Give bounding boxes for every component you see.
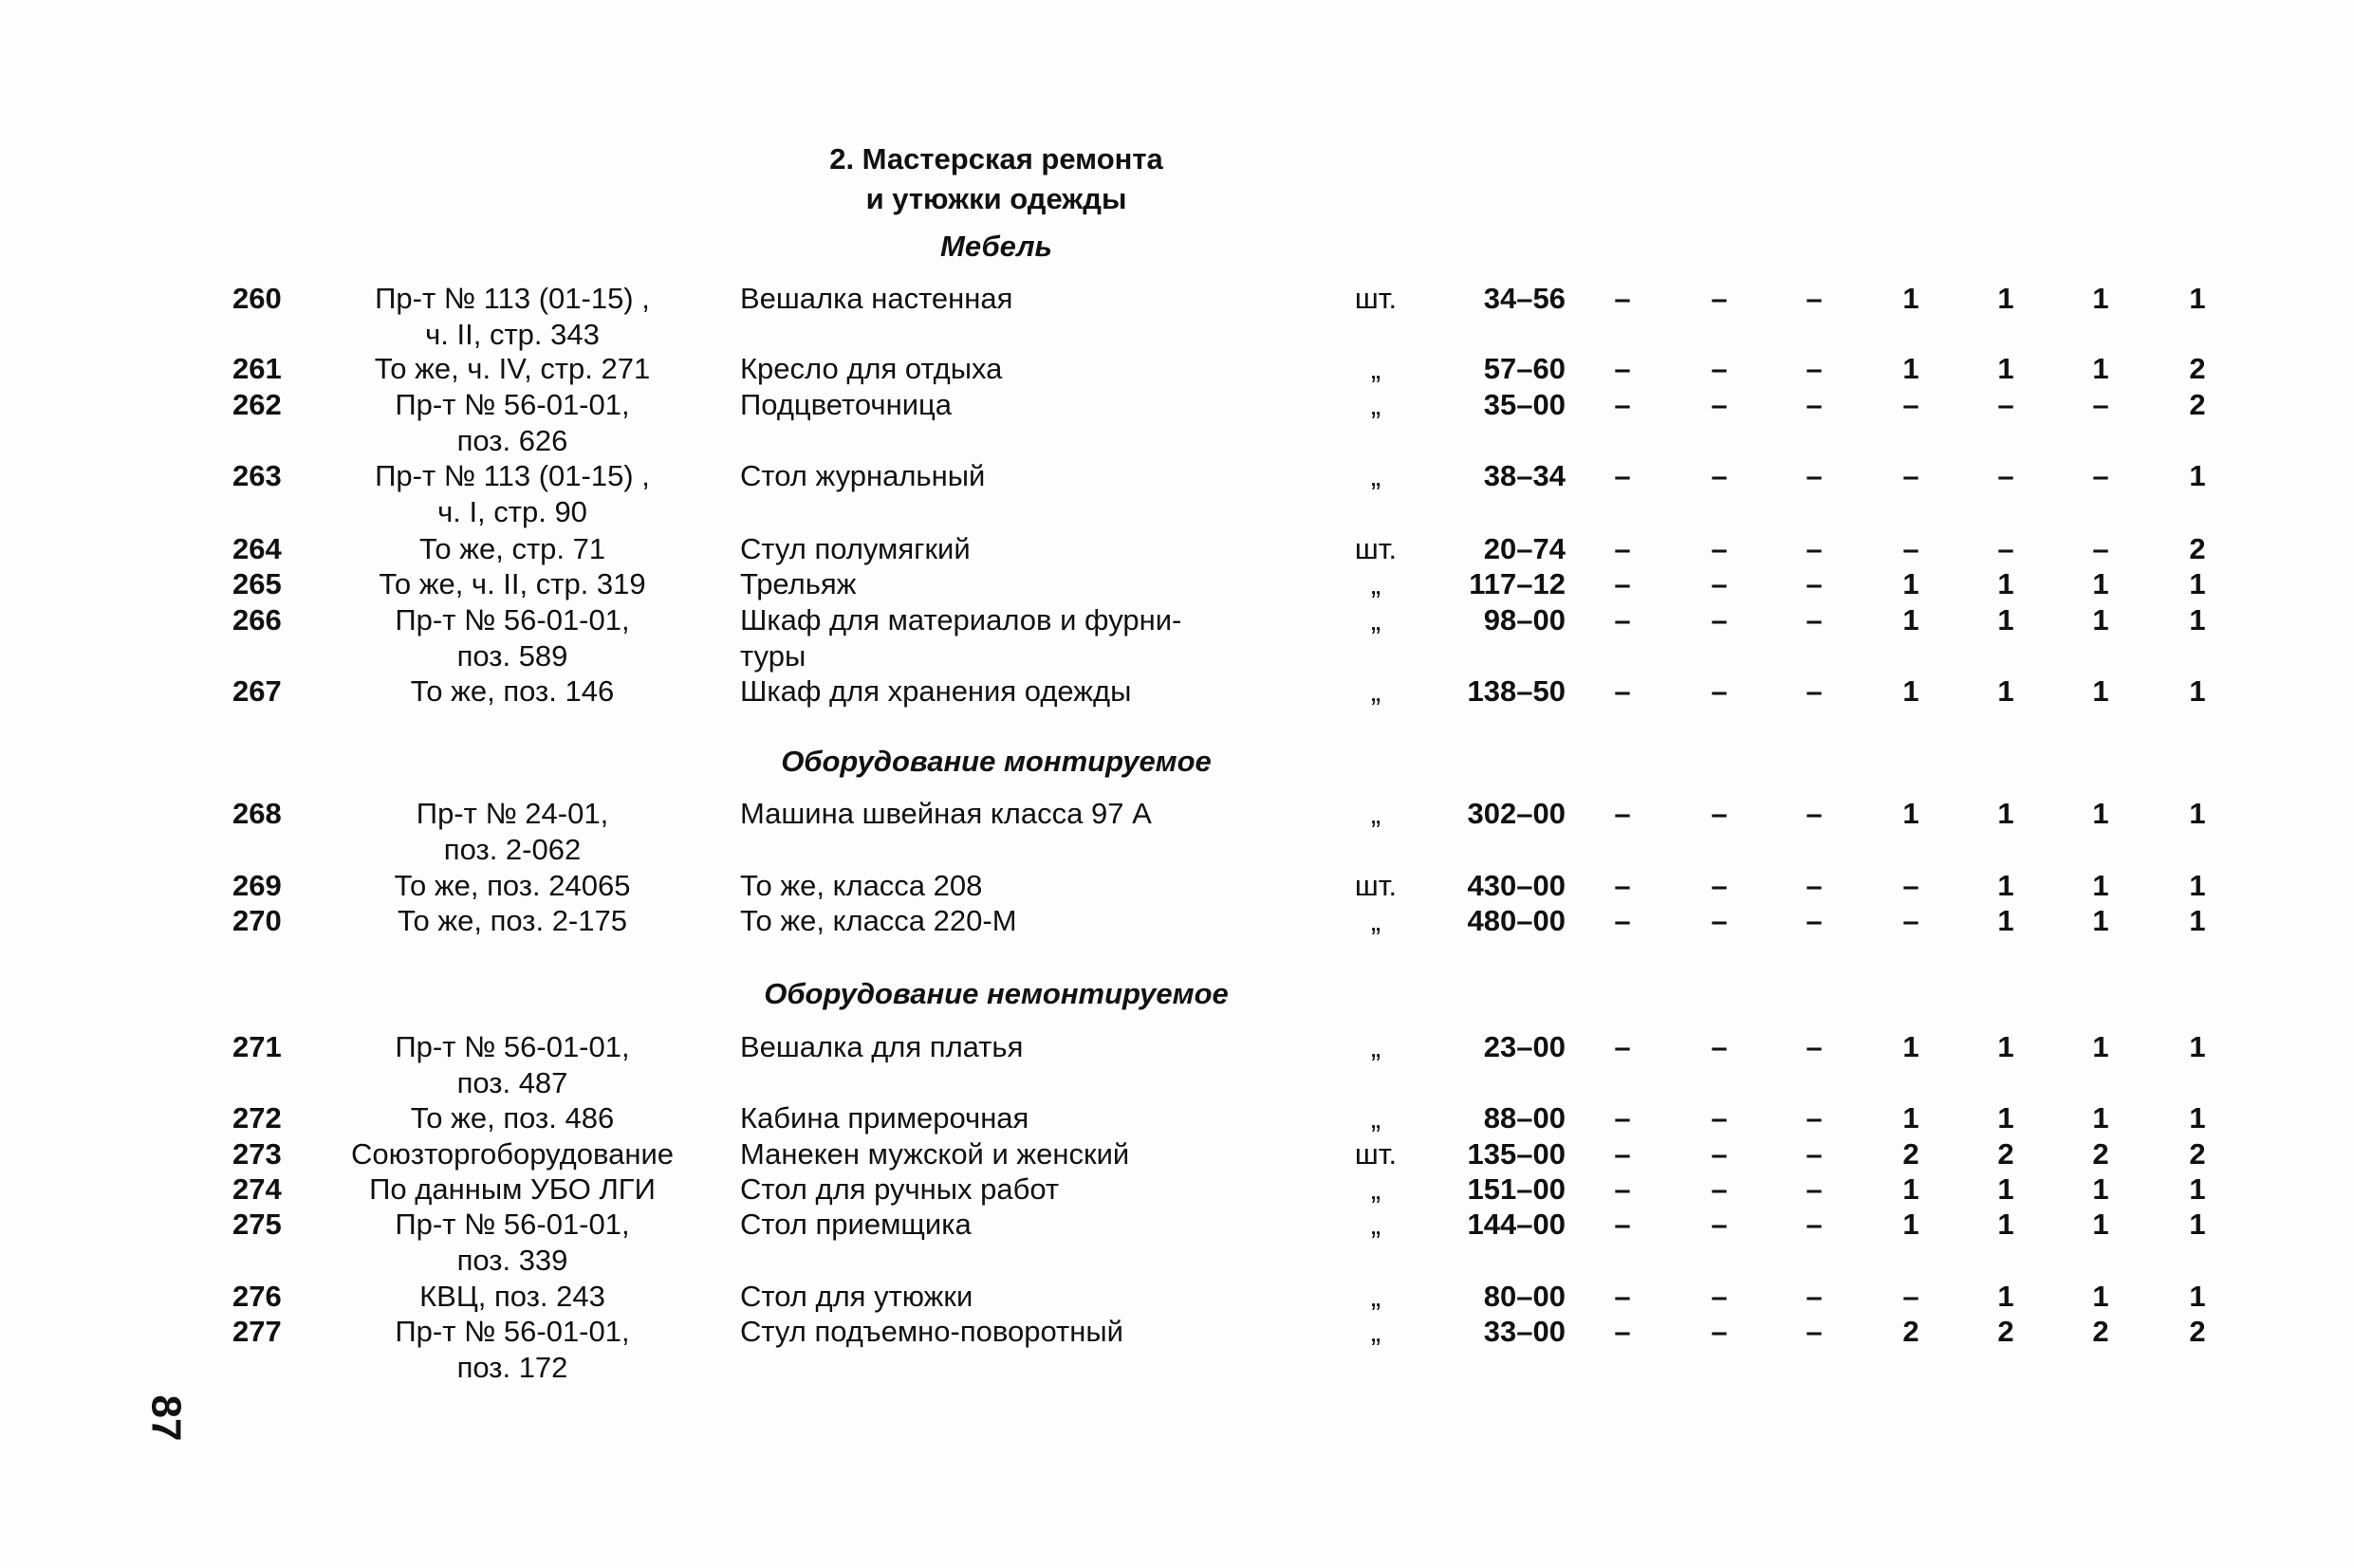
quantity-cell: 1 — [2189, 567, 2206, 600]
source-line: Союзторгоборудование — [350, 1137, 675, 1171]
quantity-cell: – — [1711, 603, 1728, 636]
quantity-cell: – — [1902, 904, 1919, 937]
row-number: 276 — [232, 1280, 282, 1313]
unit: „ — [1370, 459, 1381, 492]
price: 430–00 — [1467, 869, 1566, 902]
quantity-cell: – — [1902, 388, 1919, 421]
source-reference — [313, 868, 712, 904]
source-line: То же, ч. II, стр. 319 — [379, 567, 646, 600]
quantity-cell: – — [1711, 1280, 1728, 1313]
unit: „ — [1370, 388, 1381, 421]
quantity-cell: – — [1902, 532, 1919, 565]
source-reference — [313, 1029, 712, 1101]
quantity-cell: 1 — [2092, 1101, 2109, 1134]
quantity-cell: 1 — [2092, 904, 2109, 937]
quantity-cell: – — [1711, 797, 1728, 830]
unit: „ — [1370, 1030, 1381, 1063]
quantity-cell: 2 — [1997, 1315, 2014, 1348]
quantity-cell: – — [1806, 1137, 1823, 1171]
unit: „ — [1370, 674, 1381, 708]
source-reference — [313, 387, 712, 459]
source-reference — [313, 566, 712, 602]
quantity-cell: 2 — [2189, 532, 2206, 565]
quantity-cell: – — [1806, 1315, 1823, 1348]
quantity-cell: – — [1711, 282, 1728, 315]
quantity-cell: – — [1614, 567, 1631, 600]
quantity-cell: – — [1711, 1101, 1728, 1134]
quantity-cell: – — [1614, 797, 1631, 830]
quantity-cell: – — [1614, 1137, 1631, 1171]
source-reference — [313, 531, 712, 567]
quantity-cell: 1 — [1902, 603, 1919, 636]
quantity-cell: 1 — [1997, 352, 2014, 385]
source-line: Пр-т № 24-01, — [416, 797, 609, 830]
quantity-cell: – — [1711, 1030, 1728, 1063]
source-line: Пр-т № 56-01-01, — [395, 388, 630, 421]
price: 151–00 — [1467, 1172, 1566, 1206]
quantity-cell: – — [1902, 869, 1919, 902]
quantity-cell: – — [1711, 567, 1728, 600]
price: 35–00 — [1483, 388, 1566, 421]
quantity-cell: – — [1997, 532, 2014, 565]
item-name-line: То же, класса 208 — [740, 869, 983, 902]
row-number: 273 — [232, 1137, 282, 1171]
item-name-line: Стол для утюжки — [740, 1280, 973, 1313]
item-name-line: Вешалка настенная — [740, 282, 1013, 315]
source-line: То же, поз. 2-175 — [398, 904, 627, 937]
quantity-cell: 2 — [2189, 1137, 2206, 1171]
section-title-line2: и утюжки одежды — [865, 182, 1127, 215]
quantity-cell: 1 — [2189, 674, 2206, 708]
quantity-cell: 1 — [2189, 904, 2206, 937]
item-name-line: Стул подъемно-поворотный — [740, 1315, 1123, 1348]
item-name — [740, 1171, 1328, 1208]
quantity-cell: – — [1806, 567, 1823, 600]
unit: шт. — [1354, 282, 1398, 315]
source-reference — [313, 1279, 712, 1315]
quantity-cell: 2 — [2189, 388, 2206, 421]
quantity-cell: 2 — [2189, 352, 2206, 385]
item-name — [740, 796, 1328, 832]
quantity-cell: 1 — [1997, 1101, 2014, 1134]
quantity-cell: 1 — [1997, 282, 2014, 315]
unit: шт. — [1354, 869, 1398, 902]
source-line: поз. 172 — [456, 1351, 568, 1384]
price: 480–00 — [1467, 904, 1566, 937]
table-row — [0, 1207, 2354, 1282]
price: 98–00 — [1483, 603, 1566, 636]
table-row — [0, 903, 2354, 979]
quantity-cell: 1 — [2092, 797, 2109, 830]
quantity-cell: 2 — [2092, 1315, 2109, 1348]
quantity-cell: – — [1614, 388, 1631, 421]
quantity-cell: – — [1806, 904, 1823, 937]
quantity-cell: 1 — [2189, 282, 2206, 315]
quantity-cell: – — [1711, 1172, 1728, 1206]
quantity-cell: – — [1614, 1030, 1631, 1063]
quantity-cell: – — [1711, 904, 1728, 937]
source-line: По данным УБО ЛГИ — [369, 1172, 656, 1206]
source-line: Пр-т № 113 (01-15) , — [375, 459, 650, 492]
item-name-line: Стол для ручных работ — [740, 1172, 1060, 1206]
quantity-cell: 1 — [1902, 282, 1919, 315]
source-line: поз. 2-062 — [443, 833, 582, 866]
item-name-line: туры — [740, 639, 806, 673]
quantity-cell: 2 — [1902, 1315, 1919, 1348]
unit: „ — [1370, 904, 1381, 937]
quantity-cell: – — [2092, 388, 2109, 421]
quantity-cell: 1 — [1997, 1172, 2014, 1206]
quantity-cell: – — [1614, 459, 1631, 492]
quantity-cell: – — [1614, 603, 1631, 636]
source-line: ч. I, стр. 90 — [437, 495, 587, 528]
row-number: 274 — [232, 1172, 282, 1206]
table-row — [0, 602, 2354, 678]
quantity-cell: 1 — [1997, 603, 2014, 636]
item-name-line: Вешалка для платья — [740, 1030, 1024, 1063]
unit: „ — [1370, 1172, 1381, 1206]
quantity-cell: 1 — [2092, 352, 2109, 385]
source-line: То же, поз. 24065 — [394, 869, 631, 902]
item-name — [740, 1136, 1328, 1172]
quantity-cell: 2 — [2092, 1137, 2109, 1171]
price: 88–00 — [1483, 1101, 1566, 1134]
quantity-cell: – — [1806, 603, 1823, 636]
quantity-cell: 1 — [2092, 1030, 2109, 1063]
row-number: 265 — [232, 567, 282, 600]
quantity-cell: – — [1997, 388, 2014, 421]
source-line: поз. 589 — [456, 639, 568, 673]
item-name — [740, 281, 1328, 317]
quantity-cell: – — [2092, 532, 2109, 565]
quantity-cell: 1 — [1997, 674, 2014, 708]
item-name-line: Кабина примерочная — [740, 1101, 1029, 1134]
quantity-cell: 1 — [1902, 674, 1919, 708]
quantity-cell: – — [2092, 459, 2109, 492]
source-reference — [313, 1314, 712, 1386]
row-number: 269 — [232, 869, 282, 902]
quantity-cell: 1 — [1902, 1172, 1919, 1206]
row-number: 267 — [232, 674, 282, 708]
quantity-cell: – — [1806, 869, 1823, 902]
quantity-cell: 1 — [2092, 567, 2109, 600]
table-row — [0, 1029, 2354, 1105]
item-name — [740, 1100, 1328, 1136]
item-name — [740, 868, 1328, 904]
source-line: Пр-т № 56-01-01, — [395, 1208, 630, 1241]
quantity-cell: – — [1614, 674, 1631, 708]
quantity-cell: 1 — [2189, 797, 2206, 830]
section-heading: Мебель — [940, 230, 1052, 263]
item-name-line: Манекен мужской и женский — [740, 1137, 1130, 1171]
quantity-cell: – — [1806, 1030, 1823, 1063]
item-name-line: Кресло для отдыха — [740, 352, 1003, 385]
page-number: 87 — [142, 1394, 190, 1442]
source-reference — [313, 1171, 712, 1208]
item-name-line: Шкаф для хранения одежды — [740, 674, 1132, 708]
quantity-cell: 1 — [1997, 1030, 2014, 1063]
quantity-cell: 1 — [2189, 459, 2206, 492]
price: 80–00 — [1483, 1280, 1566, 1313]
row-number: 264 — [232, 532, 282, 565]
quantity-cell: 1 — [2092, 674, 2109, 708]
row-number: 268 — [232, 797, 282, 830]
quantity-cell: 1 — [1902, 797, 1919, 830]
quantity-cell: – — [1711, 388, 1728, 421]
source-line: То же, ч. IV, стр. 271 — [374, 352, 651, 385]
unit: „ — [1370, 1101, 1381, 1134]
item-name — [740, 1207, 1328, 1243]
item-name — [740, 387, 1328, 423]
quantity-cell: 1 — [2189, 1280, 2206, 1313]
quantity-cell: – — [1614, 869, 1631, 902]
source-line: КВЦ, поз. 243 — [419, 1280, 605, 1313]
quantity-cell: 1 — [1997, 904, 2014, 937]
quantity-cell: – — [1614, 904, 1631, 937]
unit: шт. — [1354, 1137, 1398, 1171]
row-number: 272 — [232, 1101, 282, 1134]
source-reference — [313, 281, 712, 353]
price: 38–34 — [1483, 459, 1566, 492]
table-row — [0, 387, 2354, 463]
quantity-cell: – — [1614, 1208, 1631, 1241]
source-line: поз. 487 — [456, 1066, 568, 1099]
quantity-cell: – — [1806, 1172, 1823, 1206]
row-number: 261 — [232, 352, 282, 385]
price: 138–50 — [1467, 674, 1566, 708]
quantity-cell: – — [1711, 674, 1728, 708]
item-name-line: Подцветочница — [740, 388, 953, 421]
source-reference — [313, 673, 712, 710]
quantity-cell: – — [1806, 282, 1823, 315]
price: 302–00 — [1467, 797, 1566, 830]
source-reference — [313, 458, 712, 530]
quantity-cell: – — [1614, 282, 1631, 315]
quantity-cell: 1 — [2092, 1280, 2109, 1313]
unit: „ — [1370, 1208, 1381, 1241]
row-number: 260 — [232, 282, 282, 315]
price: 33–00 — [1483, 1315, 1566, 1348]
section-heading: Оборудование монтируемое — [781, 745, 1212, 778]
quantity-cell: – — [1711, 1315, 1728, 1348]
unit: „ — [1370, 1280, 1381, 1313]
quantity-cell: – — [1614, 1280, 1631, 1313]
source-line: То же, стр. 71 — [418, 532, 606, 565]
item-name-line: Машина швейная класса 97 А — [740, 797, 1152, 830]
quantity-cell: 1 — [2189, 603, 2206, 636]
quantity-cell: – — [1902, 1280, 1919, 1313]
price: 57–60 — [1483, 352, 1566, 385]
quantity-cell: 2 — [1902, 1137, 1919, 1171]
quantity-cell: – — [1806, 1101, 1823, 1134]
quantity-cell: 1 — [2189, 1172, 2206, 1206]
item-name — [740, 673, 1328, 710]
item-name — [740, 1029, 1328, 1065]
item-name — [740, 1314, 1328, 1350]
unit: „ — [1370, 603, 1381, 636]
quantity-cell: – — [1614, 1315, 1631, 1348]
price: 34–56 — [1483, 282, 1566, 315]
section-heading: Оборудование немонтируемое — [764, 977, 1229, 1010]
quantity-cell: – — [1806, 1280, 1823, 1313]
quantity-cell: – — [1806, 459, 1823, 492]
source-line: ч. II, стр. 343 — [425, 318, 600, 351]
source-line: Пр-т № 56-01-01, — [395, 1315, 630, 1348]
quantity-cell: 1 — [1997, 869, 2014, 902]
source-line: Пр-т № 56-01-01, — [395, 603, 630, 636]
unit: „ — [1370, 1315, 1381, 1348]
source-line: Пр-т № 113 (01-15) , — [375, 282, 650, 315]
quantity-cell: – — [1806, 388, 1823, 421]
source-line: То же, поз. 486 — [410, 1101, 615, 1134]
price: 135–00 — [1467, 1137, 1566, 1171]
item-name — [740, 531, 1328, 567]
source-reference — [313, 602, 712, 674]
source-line: поз. 339 — [456, 1244, 568, 1277]
row-number: 270 — [232, 904, 282, 937]
item-name-line: Шкаф для материалов и фурни- — [740, 603, 1182, 636]
item-name-line: Трельяж — [740, 567, 857, 600]
quantity-cell: 1 — [1902, 1208, 1919, 1241]
table-row — [0, 673, 2354, 749]
unit: „ — [1370, 567, 1381, 600]
row-number: 266 — [232, 603, 282, 636]
quantity-cell: 1 — [1902, 567, 1919, 600]
row-number: 277 — [232, 1315, 282, 1348]
source-reference — [313, 796, 712, 868]
quantity-cell: 1 — [2189, 1208, 2206, 1241]
quantity-cell: – — [1997, 459, 2014, 492]
table-row — [0, 1314, 2354, 1390]
quantity-cell: – — [1806, 352, 1823, 385]
source-line: Пр-т № 56-01-01, — [395, 1030, 630, 1063]
quantity-cell: – — [1806, 674, 1823, 708]
quantity-cell: 1 — [2092, 1208, 2109, 1241]
quantity-cell: – — [1711, 532, 1728, 565]
quantity-cell: – — [1902, 459, 1919, 492]
quantity-cell: 1 — [2189, 869, 2206, 902]
quantity-cell: – — [1711, 459, 1728, 492]
table-row — [0, 281, 2354, 357]
price: 144–00 — [1467, 1208, 1566, 1241]
price: 20–74 — [1483, 532, 1566, 565]
quantity-cell: – — [1711, 869, 1728, 902]
unit: „ — [1370, 352, 1381, 385]
item-name-line: Стул полумягкий — [740, 532, 971, 565]
quantity-cell: – — [1614, 1101, 1631, 1134]
item-name — [740, 458, 1328, 494]
quantity-cell: – — [1806, 1208, 1823, 1241]
source-reference — [313, 1100, 712, 1136]
quantity-cell: – — [1711, 352, 1728, 385]
price: 117–12 — [1469, 567, 1566, 600]
item-name-line: То же, класса 220-М — [740, 904, 1017, 937]
source-reference — [313, 1207, 712, 1279]
quantity-cell: – — [1614, 1172, 1631, 1206]
table-row — [0, 796, 2354, 872]
row-number: 275 — [232, 1208, 282, 1241]
quantity-cell: 1 — [2092, 603, 2109, 636]
section-title-line1: 2. Мастерская ремонта — [829, 142, 1163, 175]
table-row — [0, 458, 2354, 534]
item-name — [740, 903, 1328, 939]
quantity-cell: 1 — [1997, 1208, 2014, 1241]
quantity-cell: 1 — [1902, 1030, 1919, 1063]
quantity-cell: 1 — [1902, 1101, 1919, 1134]
quantity-cell: 1 — [1902, 352, 1919, 385]
row-number: 263 — [232, 459, 282, 492]
item-name-line: Стол приемщика — [740, 1208, 972, 1241]
quantity-cell: – — [1614, 532, 1631, 565]
row-number: 262 — [232, 388, 282, 421]
quantity-cell: 1 — [2092, 1172, 2109, 1206]
item-name — [740, 1279, 1328, 1315]
unit: „ — [1370, 797, 1381, 830]
item-name-line: Стол журнальный — [740, 459, 986, 492]
unit: шт. — [1354, 532, 1398, 565]
quantity-cell: 2 — [2189, 1315, 2206, 1348]
quantity-cell: – — [1711, 1137, 1728, 1171]
source-line: поз. 626 — [456, 424, 568, 457]
quantity-cell: 1 — [2092, 869, 2109, 902]
item-name — [740, 566, 1328, 602]
row-number: 271 — [232, 1030, 282, 1063]
quantity-cell: 1 — [1997, 1280, 2014, 1313]
quantity-cell: 1 — [1997, 567, 2014, 600]
item-name — [740, 602, 1328, 674]
source-reference — [313, 351, 712, 387]
quantity-cell: 1 — [2189, 1101, 2206, 1134]
source-line: То же, поз. 146 — [410, 674, 615, 708]
quantity-cell: – — [1711, 1208, 1728, 1241]
price: 23–00 — [1483, 1030, 1566, 1063]
quantity-cell: 1 — [2189, 1030, 2206, 1063]
item-name — [740, 351, 1328, 387]
source-reference — [313, 903, 712, 939]
quantity-cell: – — [1806, 797, 1823, 830]
quantity-cell: 1 — [2092, 282, 2109, 315]
quantity-cell: 1 — [1997, 797, 2014, 830]
source-reference — [313, 1136, 712, 1172]
quantity-cell: 2 — [1997, 1137, 2014, 1171]
quantity-cell: – — [1806, 532, 1823, 565]
quantity-cell: – — [1614, 352, 1631, 385]
